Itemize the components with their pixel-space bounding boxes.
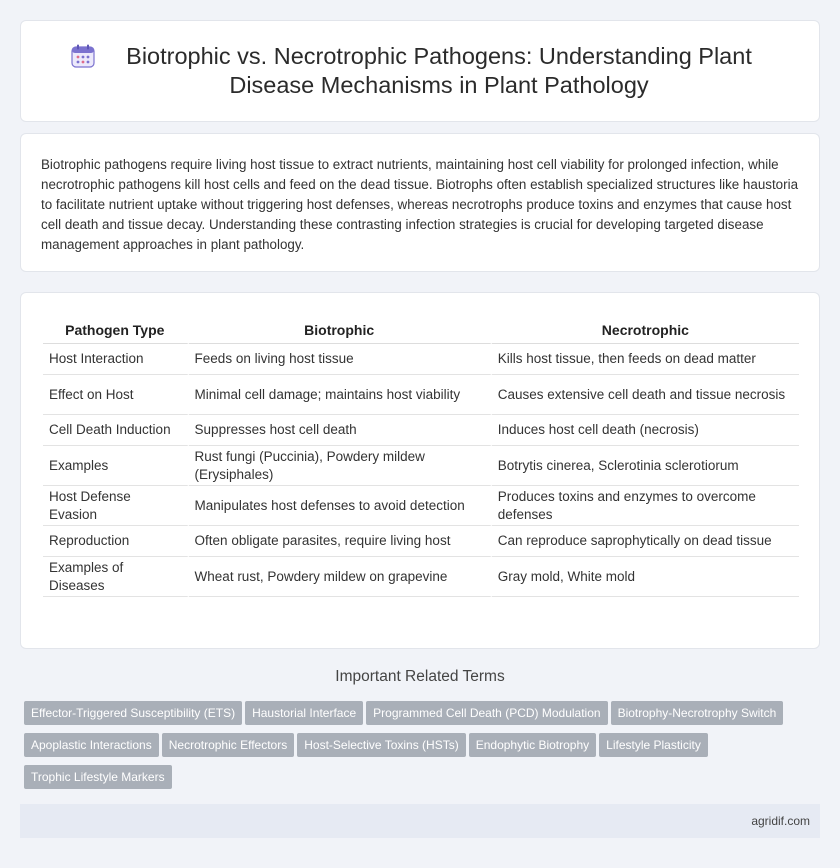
row-label: Reproduction xyxy=(43,526,189,557)
term-tag[interactable]: Endophytic Biotrophy xyxy=(469,733,596,757)
term-tag[interactable]: Effector-Triggered Susceptibility (ETS) xyxy=(24,701,242,725)
biotrophic-cell: Suppresses host cell death xyxy=(189,415,492,446)
table-row xyxy=(43,415,799,446)
table-row xyxy=(43,344,799,375)
biotrophic-cell: Manipulates host defenses to avoid detection xyxy=(189,486,492,526)
necrotrophic-cell: Induces host cell death (necrosis) xyxy=(492,415,799,446)
biotrophic-cell: Feeds on living host tissue xyxy=(189,344,492,375)
term-tag[interactable]: Necrotrophic Effectors xyxy=(162,733,295,757)
row-label: Examples xyxy=(43,446,189,486)
row-label: Cell Death Induction xyxy=(43,415,189,446)
necrotrophic-cell: Kills host tissue, then feeds on dead matter xyxy=(492,344,799,375)
biotrophic-cell: Minimal cell damage; maintains host viability xyxy=(189,375,492,415)
header-biotrophic: Biotrophic xyxy=(189,313,492,344)
comparison-table xyxy=(43,313,799,597)
term-tag[interactable]: Trophic Lifestyle Markers xyxy=(24,765,172,789)
necrotrophic-cell: Causes extensive cell death and tissue necrosis xyxy=(492,375,799,415)
title-card xyxy=(20,20,820,122)
table-header-row xyxy=(43,313,799,344)
term-tag[interactable]: Apoplastic Interactions xyxy=(24,733,159,757)
title-wrap xyxy=(70,42,770,100)
term-tag[interactable]: Programmed Cell Death (PCD) Modulation xyxy=(366,701,607,725)
intro-card xyxy=(20,133,820,272)
necrotrophic-cell: Produces toxins and enzymes to overcome defenses xyxy=(492,486,799,526)
footer-site-link[interactable]: agridif.com xyxy=(751,814,810,828)
term-tag[interactable]: Host-Selective Toxins (HSTs) xyxy=(297,733,466,757)
footer xyxy=(20,804,820,838)
biotrophic-cell: Wheat rust, Powdery mildew on grapevine xyxy=(189,557,492,597)
page-title: Biotrophic vs. Necrotrophic Pathogens: Understanding Plant Disease Mechanisms in Plant Pathology xyxy=(126,43,752,98)
row-label: Host Defense Evasion xyxy=(43,486,189,526)
necrotrophic-cell: Botrytis cinerea, Sclerotinia sclerotiorum xyxy=(492,446,799,486)
necrotrophic-cell: Can reproduce saprophytically on dead tissue xyxy=(492,526,799,557)
table-row xyxy=(43,446,799,486)
comparison-table-card xyxy=(20,292,820,649)
term-tag[interactable]: Haustorial Interface xyxy=(245,701,363,725)
related-terms-list xyxy=(24,701,824,797)
necrotrophic-cell: Gray mold, White mold xyxy=(492,557,799,597)
term-tag[interactable]: Lifestyle Plasticity xyxy=(599,733,708,757)
header-necrotrophic: Necrotrophic xyxy=(492,313,799,344)
table-row xyxy=(43,486,799,526)
biotrophic-cell: Often obligate parasites, require living host xyxy=(189,526,492,557)
row-label: Examples of Diseases xyxy=(43,557,189,597)
intro-paragraph: Biotrophic pathogens require living host tissue to extract nutrients, maintaining host cell viability for prolonged infection, while necrotrophic pathogens kill host cells and feed on the dead tissue. Biotrophs often establish specialized structures like haustoria to facilitate nutrient uptake without triggering host defenses, whereas necrotrophs produce toxins and enzymes that cause host cell death and tissue decay. Understanding these contrasting infection strategies is crucial for developing targeted disease management approaches in plant pathology. xyxy=(41,157,799,252)
table-row xyxy=(43,375,799,415)
related-terms-title: Important Related Terms xyxy=(335,668,505,685)
term-tag[interactable]: Biotrophy-Necrotrophy Switch xyxy=(611,701,784,725)
biotrophic-cell: Rust fungi (Puccinia), Powdery mildew (Erysiphales) xyxy=(189,446,492,486)
header-pathogen-type: Pathogen Type xyxy=(43,313,189,344)
table-row xyxy=(43,526,799,557)
row-label: Effect on Host xyxy=(43,375,189,415)
row-label: Host Interaction xyxy=(43,344,189,375)
table-row xyxy=(43,557,799,597)
calendar-icon xyxy=(70,43,96,69)
